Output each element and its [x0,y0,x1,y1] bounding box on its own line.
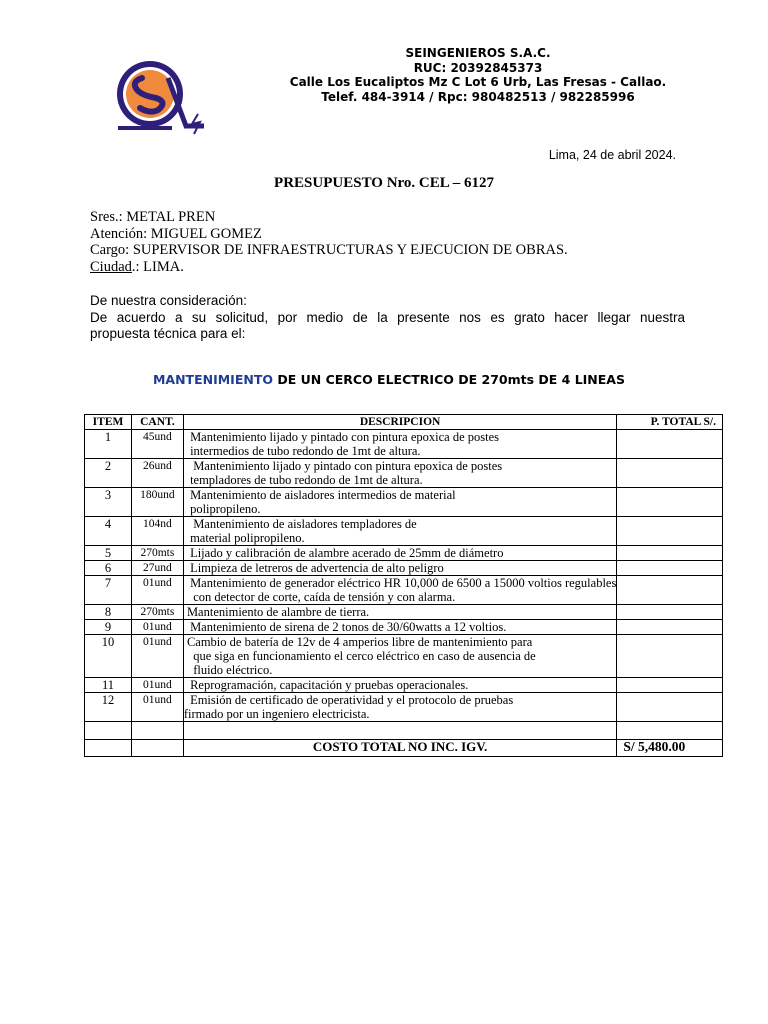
row-quantity: 26und [132,459,184,488]
row-description-line: firmado por un ingeniero electricista. [183,707,370,721]
company-logo [112,58,212,140]
table-row [85,576,723,605]
row-total [617,517,723,546]
header-item: ITEM [85,415,132,430]
header-total: P. TOTAL S/. [617,415,723,430]
row-description [183,488,617,517]
row-total [617,693,723,722]
row-total [617,430,723,459]
blank-cell [183,722,617,740]
blank-row [85,722,723,740]
document-title: PRESUPUESTO Nro. CEL – 6127 [274,175,494,191]
row-description-line: Limpieza de letreros de advertencia de alto peligro [183,561,444,575]
row-quantity: 01und [132,635,184,678]
row-total [617,561,723,576]
row-total [617,459,723,488]
header-cant: CANT. [132,415,184,430]
row-description-line: Mantenimiento lijado y pintado con pintura epoxica de postes [183,459,503,473]
total-value: S/ 5,480.00 [617,740,723,757]
row-item-number: 10 [85,635,132,678]
recipient-cargo: Cargo: SUPERVISOR DE INFRAESTRUCTURAS Y EJECUCION DE OBRAS. [90,242,568,258]
table-row [85,678,723,693]
company-address: Calle Los Eucaliptos Mz C Lot 6 Urb, Las Fresas - Callao. [289,75,667,89]
blank-cell [85,740,132,757]
table-row [85,605,723,620]
blank-cell [132,740,184,757]
row-item-number: 12 [85,693,132,722]
row-description [183,546,617,561]
row-description-line: Mantenimiento lijado y pintado con pintura epoxica de postes [183,430,500,444]
subject-highlight: MANTENIMIENTO [152,372,273,387]
table-row [85,517,723,546]
table-row [85,488,723,517]
row-description [183,605,617,620]
total-label: COSTO TOTAL NO INC. IGV. [183,740,617,757]
table-row [85,546,723,561]
row-quantity: 45und [132,430,184,459]
row-description-line: Mantenimiento de generador eléctrico HR 10,000 de 6500 a 15000 voltios regulables [183,576,617,590]
row-item-number: 3 [85,488,132,517]
row-quantity: 01und [132,576,184,605]
row-item-number: 6 [85,561,132,576]
row-description-line: Lijado y calibración de alambre acerado de 25mm de diámetro [183,546,504,560]
row-description-line: Mantenimiento de alambre de tierra. [183,605,370,619]
row-description [183,620,617,635]
row-item-number: 2 [85,459,132,488]
row-quantity: 180und [132,488,184,517]
company-phones: Telef. 484-3914 / Rpc: 980482513 / 982285996 [321,89,635,104]
row-item-number: 5 [85,546,132,561]
row-total [617,678,723,693]
row-total [617,620,723,635]
row-description-line: fluido eléctrico. [183,663,273,677]
row-quantity: 01und [132,693,184,722]
budget-table [84,414,723,757]
blank-cell [85,722,132,740]
row-description-line: intermedios de tubo redondo de 1mt de altura. [183,444,421,458]
document-date: Lima, 24 de abril 2024. [548,148,676,162]
recipient-atencion: Atención: MIGUEL GOMEZ [90,225,262,242]
company-name: SEINGENIEROS S.A.C. [405,46,551,60]
subject-line [0,372,768,387]
row-description [183,576,617,605]
company-header [268,46,688,104]
row-total [617,576,723,605]
ciudad-value: .: LIMA. [131,258,184,275]
recipient-ciudad [90,259,568,276]
row-item-number: 9 [85,620,132,635]
recipient-block [90,209,568,275]
row-description-line: material polipropileno. [183,531,305,545]
row-description-line: Cambio de batería de 12v de 4 amperios libre de mantenimiento para [183,635,533,649]
subject-rest: DE UN CERCO ELECTRICO DE 270mts DE 4 LINEAS [272,372,625,387]
table-row [85,620,723,635]
intro-line-1: De acuerdo a su solicitud, por medio de la presente nos es grato hacer llegar nuestra [90,309,685,325]
ciudad-label: Ciudad [90,258,132,275]
table-row [85,459,723,488]
row-quantity: 104nd [132,517,184,546]
row-description [183,693,617,722]
company-ruc: RUC: 20392845373 [413,60,543,75]
row-description-line: Mantenimiento de sirena de 2 tonos de 30/60watts a 12 voltios. [183,620,507,634]
row-description [183,561,617,576]
row-description [183,517,617,546]
row-quantity: 270mts [132,546,184,561]
blank-cell [617,722,723,740]
blank-cell [132,722,184,740]
row-item-number: 4 [85,517,132,546]
row-quantity: 01und [132,620,184,635]
table-row [85,635,723,678]
row-item-number: 11 [85,678,132,693]
total-row [85,740,723,757]
row-description-line: que siga en funcionamiento el cerco eléctrico en caso de ausencia de [183,649,536,663]
header-desc: DESCRIPCION [183,415,617,430]
row-description-line: Reprogramación, capacitación y pruebas operacionales. [183,678,469,692]
row-item-number: 7 [85,576,132,605]
row-description-line: polipropileno. [183,502,261,516]
row-description-line: Emisión de certificado de operatividad y el protocolo de pruebas [183,693,514,707]
table-row [85,693,723,722]
intro-greeting: De nuestra consideración: [90,293,247,308]
row-total [617,605,723,620]
row-item-number: 8 [85,605,132,620]
row-total [617,488,723,517]
row-description-line: templadores de tubo redondo de 1mt de altura. [183,473,423,487]
row-quantity: 270mts [132,605,184,620]
intro-line-2: propuesta técnica para el: [90,326,246,341]
row-description-line: con detector de corte, caída de tensión y con alarma. [183,590,456,604]
recipient-sres: Sres.: METAL PREN [90,209,216,225]
row-item-number: 1 [85,430,132,459]
row-description [183,678,617,693]
row-description-line: Mantenimiento de aisladores intermedios de material [183,488,456,502]
row-description [183,459,617,488]
row-total [617,635,723,678]
row-description-line: Mantenimiento de aisladores templadores de [183,517,417,531]
row-total [617,546,723,561]
row-description [183,430,617,459]
table-row [85,430,723,459]
row-quantity: 27und [132,561,184,576]
table-row [85,561,723,576]
table-header-row [85,415,723,430]
row-quantity: 01und [132,678,184,693]
intro-text [90,293,685,343]
row-description [183,635,617,678]
